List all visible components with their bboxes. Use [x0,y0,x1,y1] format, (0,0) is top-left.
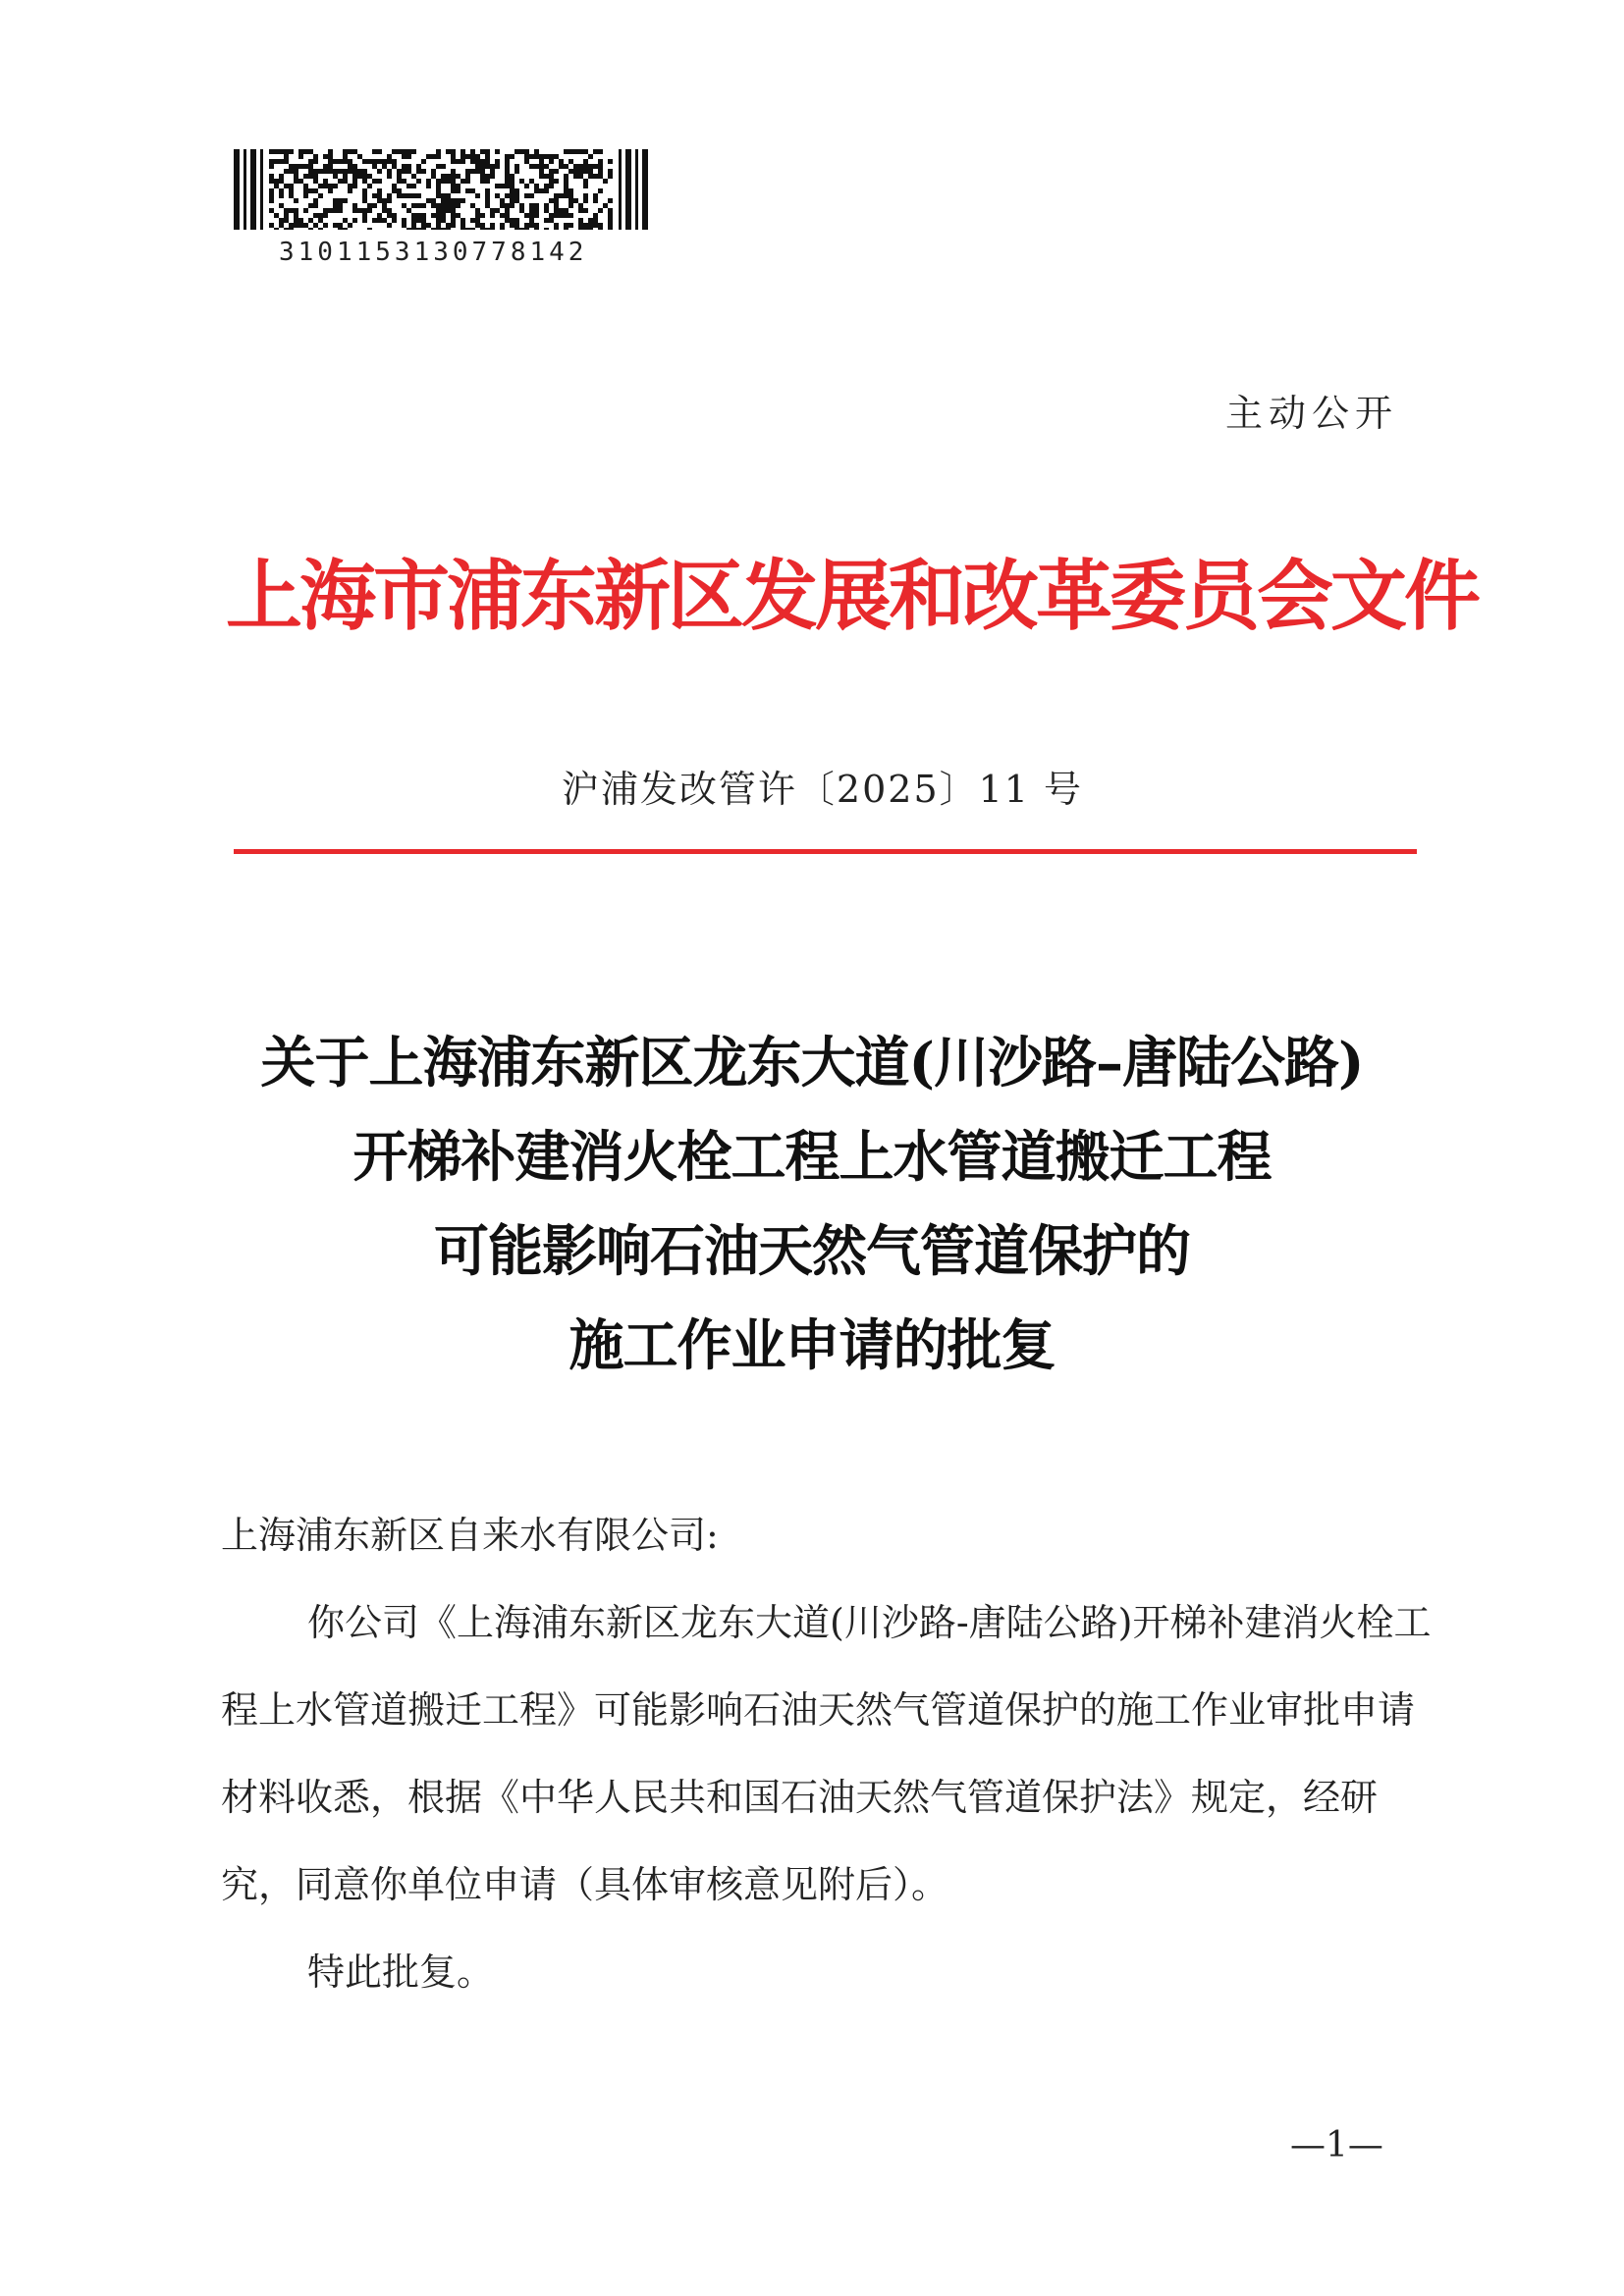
title-line: 关于上海浦东新区龙东大道(川沙路–唐陆公路) [260,1031,1364,1095]
title-line: 开梯补建消火栓工程上水管道搬迁工程 [352,1125,1272,1190]
barcode-block [234,149,648,267]
red-separator-line [234,849,1417,854]
salutation: 上海浦东新区自来水有限公司: [221,1514,719,1557]
disclosure-label: 主动公开 [1225,392,1399,435]
document-number: 沪浦发改管许〔2025〕11 号 [561,768,1084,811]
body-paragraph: 你公司《上海浦东新区龙东大道(川沙路-唐陆公路)开梯补建消火栓工程上水管道搬迁工程》可能影响石油天然气管道保护的施工作业审批申请材料收悉，根据《中华人民共和国石油天然气管道保护法》规定，经研究，同意你单位申请（具体审核意见附后）。 [221,1601,1432,1906]
barcode-graphic [234,149,648,230]
issuer-header: 上海市浦东新区发展和改革委员会文件 [226,552,1479,641]
document-title [196,1016,1428,1393]
title-line: 施工作业申请的批复 [568,1313,1056,1378]
document-body [221,1492,1443,2016]
page-number: —1— [1290,2125,1383,2165]
barcode-number: 3101153130778142 [279,238,588,267]
title-line: 可能影响石油天然气管道保护的 [434,1219,1190,1284]
closing-line: 特此批复。 [307,1950,495,1994]
